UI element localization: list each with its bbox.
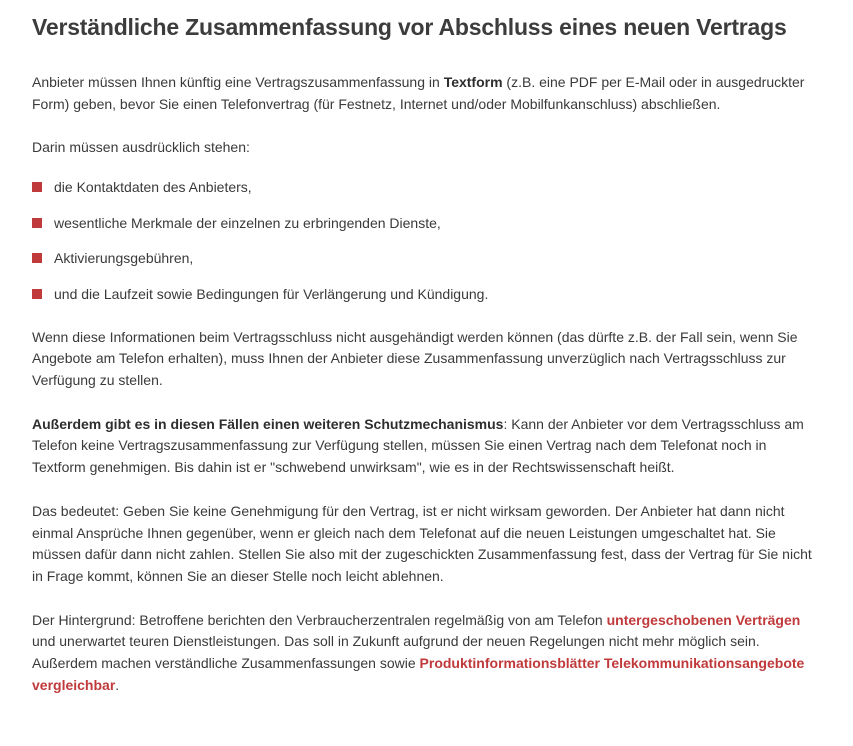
intro-text-start: Anbieter müssen Ihnen künftig eine Vertragszusammenfassung in [32, 74, 444, 90]
list-item-text: wesentliche Merkmale der einzelnen zu erbringenden Dienste, [54, 214, 441, 231]
list-item [32, 284, 823, 305]
link-untergeschobene-vertraege[interactable]: untergeschobenen Verträgen [606, 611, 801, 628]
protection-paragraph [32, 414, 823, 479]
intro-bold-textform: Textform [443, 74, 503, 90]
list-item [32, 248, 823, 269]
list-item [32, 177, 823, 198]
meaning-paragraph: Das bedeutet: Geben Sie keine Genehmigung für den Vertrag, ist er nicht wirksam geworden. Der Anbieter hat dann nicht einmal Ansprüche Ihnen gegenüber, wenn er gleich nach dem Telefonat auf die neuen Leistungen umgeschaltet hat. Sie müssen dafür dann nicht zahlen. Stellen Sie also mit der zugeschickten Zusammenfassung fest, dass der Vertrag für Sie nicht in Frage kommt, können Sie an dieser Stelle noch leicht ablehnen. [32, 502, 812, 584]
list-item-text: Aktivierungsgebühren, [54, 250, 194, 267]
background-text-2: und unerwartet teuren Dienstleistungen. Das soll in Zukunft aufgrund der neuen Regelungen nicht mehr möglich sein. Außerdem machen verständliche Zusammenfassungen sowie [32, 633, 760, 672]
background-text-1: Der Hintergrund: Betroffene berichten den Verbraucherzentralen regelmäßig von am Telefon [32, 611, 607, 628]
section-heading: Verständliche Zusammenfassung vor Abschluss eines neuen Vertrags [32, 14, 787, 40]
bullet-square-icon [32, 182, 42, 192]
list-item-text: und die Laufzeit sowie Bedingungen für Verlängerung und Kündigung. [54, 285, 489, 302]
requirements-list [32, 177, 823, 305]
delivery-paragraph: Wenn diese Informationen beim Vertragsschluss nicht ausgehändigt werden können (das dürfte z.B. der Fall sein, wenn Sie Angebote am Telefon erhalten), muss Ihnen der Anbieter diese Zusammenfassung unverzüglich nach Vertragsschluss zur Verfügung zu stellen. [32, 328, 798, 389]
link-produktinformationsblaetter[interactable]: Produktinformationsblätter Telekommunikationsangebote vergleichbar [32, 655, 805, 693]
bullet-square-icon [32, 289, 42, 299]
list-item [32, 213, 823, 234]
background-text-3: . [115, 676, 120, 693]
protection-text: : Kann der Anbieter vor dem Vertragsschluss am Telefon keine Vertragszusammenfassung zur Verfügung stellen, müssen Sie einen Vertrag nach dem Telefonat noch in Textform genehmigen. Bis dahin ist er "schwebend unwirksam", wie es in der Rechtswissenschaft heißt. [32, 415, 804, 476]
list-item-text: die Kontaktdaten des Anbieters, [54, 179, 252, 196]
intro-text-end: (z.B. eine PDF per E-Mail oder in ausgedruckter Form) geben, bevor Sie einen Telefonvertrag (für Festnetz, Internet und/oder Mobilfunkanschluss) abschließen. [32, 74, 805, 112]
intro-paragraph [32, 72, 823, 115]
bullet-square-icon [32, 253, 42, 263]
bullet-square-icon [32, 218, 42, 228]
protection-bold-lead: Außerdem gibt es in diesen Fällen einen weiteren Schutzmechanismus [32, 415, 504, 432]
list-intro: Darin müssen ausdrücklich stehen: [32, 139, 250, 156]
background-paragraph [32, 610, 823, 697]
